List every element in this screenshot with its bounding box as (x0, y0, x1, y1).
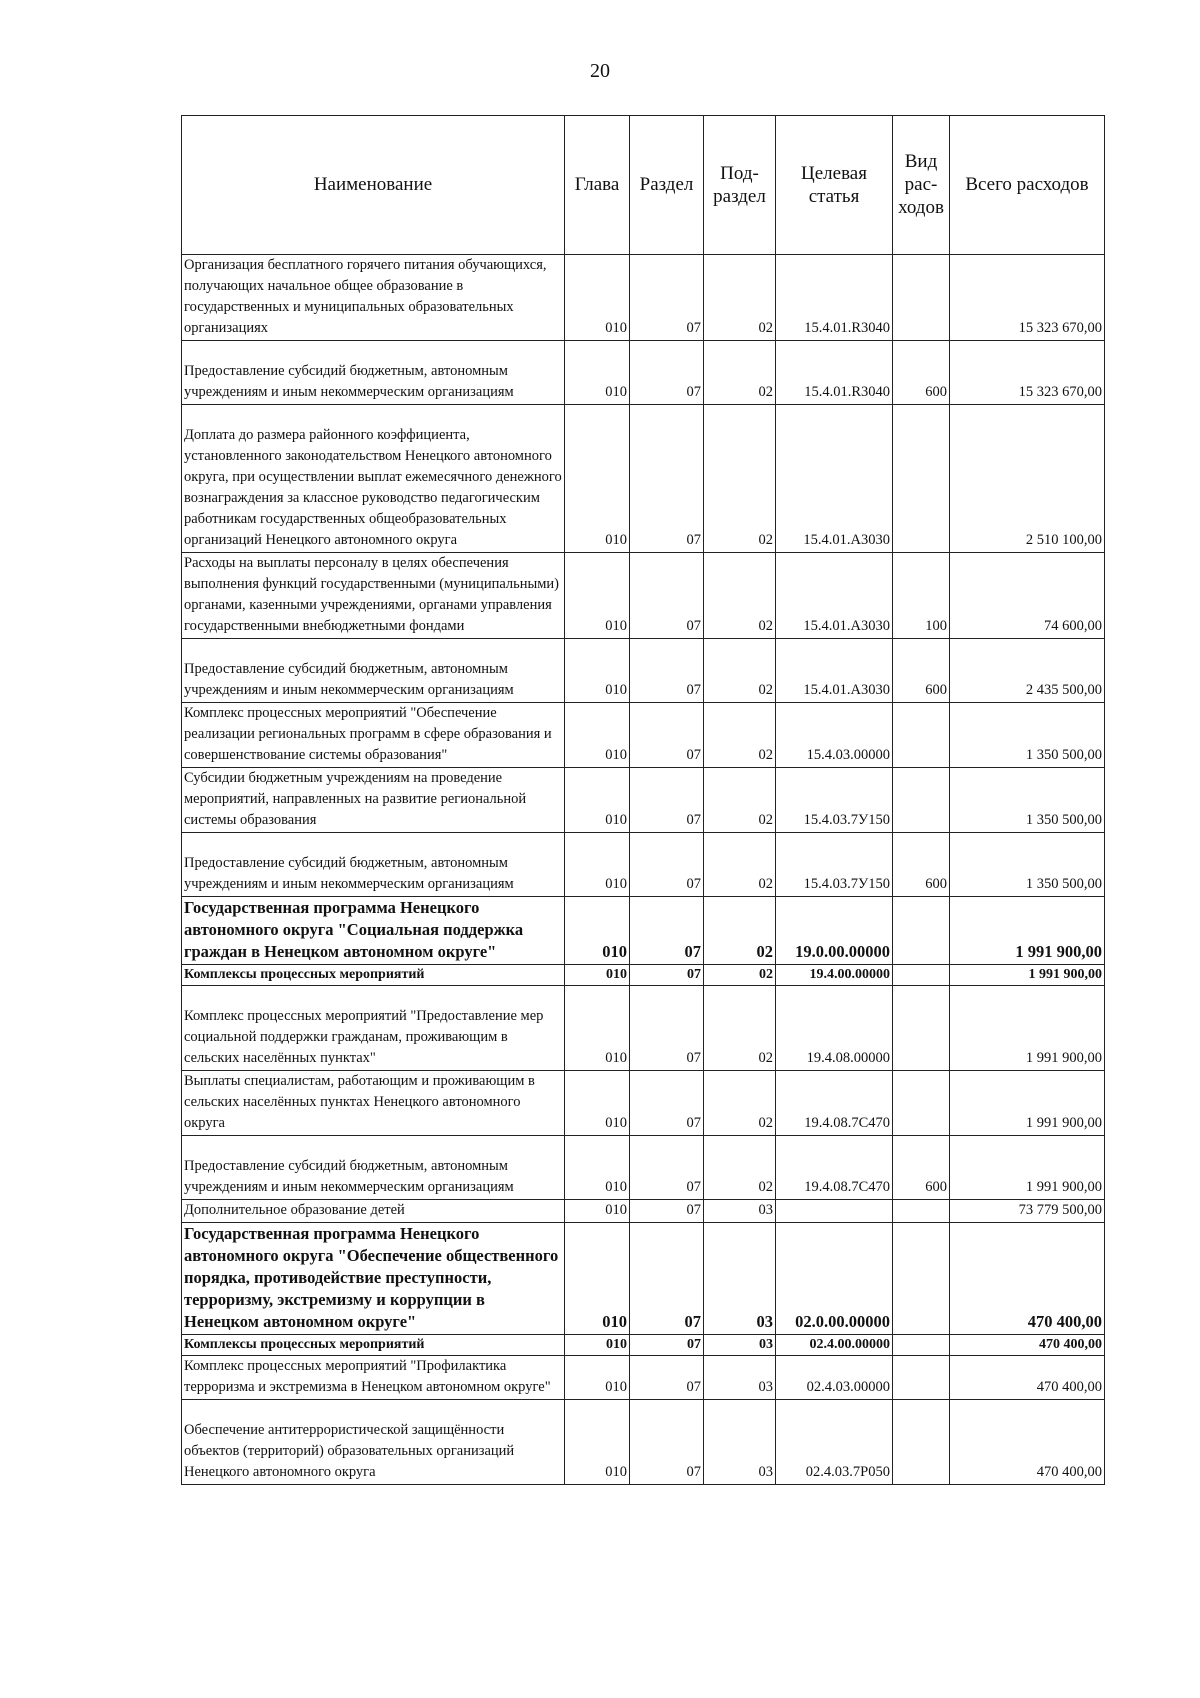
table-row (182, 1223, 1105, 1335)
row-total: 470 400,00 (950, 1356, 1105, 1400)
row-kind (893, 703, 950, 768)
row-chapter: 010 (565, 965, 630, 986)
row-target: 19.4.08.7С470 (776, 1136, 893, 1200)
row-target: 19.4.08.00000 (776, 986, 893, 1071)
table-row (182, 341, 1105, 405)
row-subsection: 03 (704, 1400, 776, 1485)
table-row (182, 639, 1105, 703)
row-kind (893, 897, 950, 965)
table-row (182, 1335, 1105, 1356)
header-row (182, 116, 1105, 255)
row-kind (893, 1356, 950, 1400)
row-total: 15 323 670,00 (950, 255, 1105, 341)
row-total: 1 350 500,00 (950, 833, 1105, 897)
row-section: 07 (630, 553, 704, 639)
row-chapter: 010 (565, 1136, 630, 1200)
row-chapter: 010 (565, 341, 630, 405)
header-kind: Вид рас- ходов (893, 116, 950, 255)
row-chapter: 010 (565, 703, 630, 768)
row-total: 2 435 500,00 (950, 639, 1105, 703)
row-total: 1 350 500,00 (950, 768, 1105, 833)
page-number: 20 (590, 60, 610, 82)
row-total: 470 400,00 (950, 1335, 1105, 1356)
row-chapter: 010 (565, 897, 630, 965)
table-row (182, 1200, 1105, 1223)
row-kind (893, 1071, 950, 1136)
row-subsection: 02 (704, 897, 776, 965)
row-chapter: 010 (565, 1356, 630, 1400)
row-total: 15 323 670,00 (950, 341, 1105, 405)
row-chapter: 010 (565, 1223, 630, 1335)
row-subsection: 03 (704, 1335, 776, 1356)
row-total: 2 510 100,00 (950, 405, 1105, 553)
row-name: Государственная программа Ненецкого автономного округа "Обеспечение общественного порядка, противодействие преступности, терроризму, экстремизму и коррупции в Ненецком автономном округе" (182, 1223, 565, 1335)
row-name: Субсидии бюджетным учреждениям на проведение мероприятий, направленных на развитие региональной системы образования (182, 768, 565, 833)
row-section: 07 (630, 703, 704, 768)
row-subsection: 02 (704, 965, 776, 986)
row-section: 07 (630, 1356, 704, 1400)
row-kind (893, 405, 950, 553)
row-kind (893, 255, 950, 341)
row-chapter: 010 (565, 405, 630, 553)
row-target: 02.0.00.00000 (776, 1223, 893, 1335)
table-row (182, 1071, 1105, 1136)
row-subsection: 02 (704, 1071, 776, 1136)
row-kind (893, 1223, 950, 1335)
row-name: Предоставление субсидий бюджетным, автономным учреждениям и иным некоммерческим организациям (182, 833, 565, 897)
row-kind (893, 965, 950, 986)
row-subsection: 02 (704, 1136, 776, 1200)
row-section: 07 (630, 1071, 704, 1136)
row-target: 02.4.00.00000 (776, 1335, 893, 1356)
row-section: 07 (630, 341, 704, 405)
row-section: 07 (630, 405, 704, 553)
row-chapter: 010 (565, 833, 630, 897)
row-name: Комплекс процессных мероприятий "Предоставление мер социальной поддержки гражданам, проживающим в сельских населённых пунктах" (182, 986, 565, 1071)
row-subsection: 02 (704, 639, 776, 703)
row-kind: 600 (893, 833, 950, 897)
row-target: 02.4.03.00000 (776, 1356, 893, 1400)
header-target: Целевая статья (776, 116, 893, 255)
row-name: Комплекс процессных мероприятий "Профилактика терроризма и экстремизма в Ненецком автономном округе" (182, 1356, 565, 1400)
row-subsection: 02 (704, 986, 776, 1071)
row-total: 74 600,00 (950, 553, 1105, 639)
row-total: 1 991 900,00 (950, 897, 1105, 965)
row-section: 07 (630, 897, 704, 965)
row-target: 19.0.00.00000 (776, 897, 893, 965)
row-target: 02.4.03.7Р050 (776, 1400, 893, 1485)
table-row (182, 833, 1105, 897)
row-target (776, 1200, 893, 1223)
row-target: 15.4.03.00000 (776, 703, 893, 768)
header-chapter: Глава (565, 116, 630, 255)
budget-table (181, 115, 1105, 1485)
row-target: 15.4.01.А3030 (776, 405, 893, 553)
row-section: 07 (630, 1400, 704, 1485)
row-chapter: 010 (565, 768, 630, 833)
row-section: 07 (630, 1223, 704, 1335)
row-kind: 100 (893, 553, 950, 639)
row-name: Дополнительное образование детей (182, 1200, 565, 1223)
table-row (182, 1136, 1105, 1200)
row-kind (893, 986, 950, 1071)
row-subsection: 02 (704, 768, 776, 833)
row-target: 15.4.01.А3030 (776, 553, 893, 639)
row-total: 1 991 900,00 (950, 1071, 1105, 1136)
table-row (182, 768, 1105, 833)
row-chapter: 010 (565, 255, 630, 341)
row-kind: 600 (893, 341, 950, 405)
row-section: 07 (630, 255, 704, 341)
row-name: Выплаты специалистам, работающим и проживающим в сельских населённых пунктах Ненецкого автономного округа (182, 1071, 565, 1136)
row-subsection: 02 (704, 833, 776, 897)
row-target: 15.4.01.R3040 (776, 255, 893, 341)
row-kind (893, 768, 950, 833)
row-subsection: 02 (704, 255, 776, 341)
row-name: Доплата до размера районного коэффициента, установленного законодательством Ненецкого автономного округа, при осуществлении выплат ежемесячного денежного вознаграждения за классное руководство педагогическим работникам государственных общеобразовательных организаций Ненецкого автономного округа (182, 405, 565, 553)
row-target: 19.4.00.00000 (776, 965, 893, 986)
row-section: 07 (630, 986, 704, 1071)
row-kind (893, 1335, 950, 1356)
row-section: 07 (630, 639, 704, 703)
row-name: Организация бесплатного горячего питания обучающихся, получающих начальное общее образование в государственных и муниципальных образовательных организациях (182, 255, 565, 341)
row-subsection: 03 (704, 1200, 776, 1223)
row-name: Комплексы процессных мероприятий (182, 965, 565, 986)
row-kind (893, 1400, 950, 1485)
row-section: 07 (630, 965, 704, 986)
row-target: 19.4.08.7С470 (776, 1071, 893, 1136)
row-subsection: 02 (704, 703, 776, 768)
row-target: 15.4.03.7У150 (776, 768, 893, 833)
row-chapter: 010 (565, 1200, 630, 1223)
row-total: 73 779 500,00 (950, 1200, 1105, 1223)
row-kind: 600 (893, 1136, 950, 1200)
row-section: 07 (630, 833, 704, 897)
header-subsection: Под- раздел (704, 116, 776, 255)
row-total: 470 400,00 (950, 1223, 1105, 1335)
row-name: Государственная программа Ненецкого автономного округа "Социальная поддержка граждан в Ненецком автономном округе" (182, 897, 565, 965)
row-section: 07 (630, 1136, 704, 1200)
row-total: 1 350 500,00 (950, 703, 1105, 768)
row-chapter: 010 (565, 553, 630, 639)
row-subsection: 02 (704, 341, 776, 405)
row-total: 1 991 900,00 (950, 986, 1105, 1071)
row-chapter: 010 (565, 1071, 630, 1136)
row-total: 470 400,00 (950, 1400, 1105, 1485)
table-row (182, 986, 1105, 1071)
row-total: 1 991 900,00 (950, 1136, 1105, 1200)
row-name: Предоставление субсидий бюджетным, автономным учреждениям и иным некоммерческим организациям (182, 341, 565, 405)
row-target: 15.4.01.R3040 (776, 341, 893, 405)
row-chapter: 010 (565, 986, 630, 1071)
row-name: Расходы на выплаты персоналу в целях обеспечения выполнения функций государственными (муниципальными) органами, казенными учреждениями, органами управления государственными внебюджетными фондами (182, 553, 565, 639)
row-chapter: 010 (565, 639, 630, 703)
row-kind: 600 (893, 639, 950, 703)
row-chapter: 010 (565, 1335, 630, 1356)
row-subsection: 02 (704, 405, 776, 553)
table-row (182, 553, 1105, 639)
row-target: 15.4.03.7У150 (776, 833, 893, 897)
table-row (182, 255, 1105, 341)
row-name: Обеспечение антитеррористической защищённости объектов (территорий) образовательных организаций Ненецкого автономного округа (182, 1400, 565, 1485)
row-subsection: 02 (704, 553, 776, 639)
row-subsection: 03 (704, 1356, 776, 1400)
row-section: 07 (630, 768, 704, 833)
row-section: 07 (630, 1335, 704, 1356)
table-row (182, 703, 1105, 768)
row-total: 1 991 900,00 (950, 965, 1105, 986)
table-row (182, 405, 1105, 553)
row-name: Комплексы процессных мероприятий (182, 1335, 565, 1356)
row-chapter: 010 (565, 1400, 630, 1485)
table-row (182, 1400, 1105, 1485)
row-kind (893, 1200, 950, 1223)
table-row (182, 965, 1105, 986)
row-name: Предоставление субсидий бюджетным, автономным учреждениям и иным некоммерческим организациям (182, 1136, 565, 1200)
row-target: 15.4.01.А3030 (776, 639, 893, 703)
row-section: 07 (630, 1200, 704, 1223)
header-section: Раздел (630, 116, 704, 255)
row-subsection: 03 (704, 1223, 776, 1335)
header-name: Наименование (182, 116, 565, 255)
header-total: Всего расходов (950, 116, 1105, 255)
table-row (182, 897, 1105, 965)
table-row (182, 1356, 1105, 1400)
row-name: Комплекс процессных мероприятий "Обеспечение реализации региональных программ в сфере образования и совершенствование системы образования" (182, 703, 565, 768)
row-name: Предоставление субсидий бюджетным, автономным учреждениям и иным некоммерческим организациям (182, 639, 565, 703)
